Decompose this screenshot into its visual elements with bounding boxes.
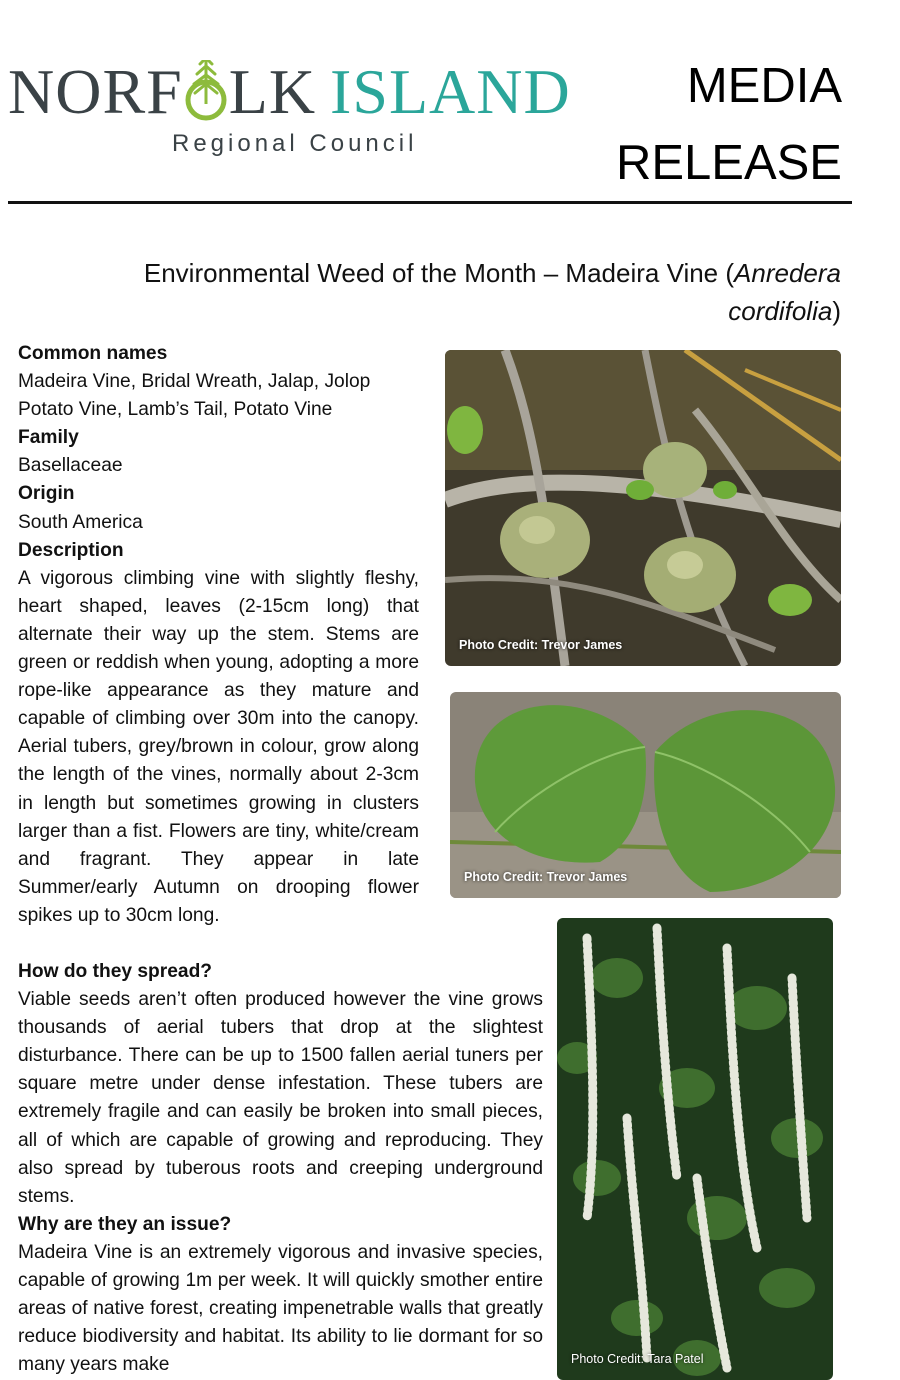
origin-text: South America <box>18 511 143 533</box>
spread-text: Viable seeds aren’t often produced however the vine grows thousands of aerial tubers that drop at the slightest disturbance. There can be up to 1500 fallen aerial tuners per square metre under dense infestation. These tubers are extremely fragile and can easily be broken into small pieces, all of which are capable of growing and reproducing. They also spread by tuberous roots and creeping underground stems. <box>18 989 543 1207</box>
media-title-line1: MEDIA <box>686 59 842 113</box>
media-release-title <box>616 48 842 202</box>
photo-aerial-tubers <box>445 350 841 666</box>
logo-subtitle: Regional Council <box>172 130 418 157</box>
family-text: Basellaceae <box>18 455 123 477</box>
headline-species: Anredera cordifolia <box>728 258 841 326</box>
headline-main: Environmental Weed of the Month – Madeira Vine ( <box>143 258 735 288</box>
photo-credit-1: Photo Credit: Trevor James <box>459 638 623 652</box>
photo-credit-2: Photo Credit: Trevor James <box>464 870 628 884</box>
family-heading: Family <box>18 427 79 449</box>
common-names-heading: Common names <box>18 343 168 364</box>
headline-close: ) <box>832 296 841 326</box>
photo-credit-3: Photo Credit: Tara Patel <box>571 1352 704 1366</box>
photo-flower-spikes <box>557 918 833 1380</box>
article-column-narrow <box>18 340 419 930</box>
issue-heading: Why are they an issue? <box>18 1213 232 1235</box>
norfolk-pine-emblem-icon <box>183 60 229 124</box>
page-headline <box>60 254 841 330</box>
issue-text: Madeira Vine is an extremely vigorous and invasive species, capable of growing 1m per week. It will quickly smother entire areas of native forest, creating impenetrable walls that greatly reduce biodiversity and habitat. Its ability to lie dormant for so many years make <box>18 1241 543 1376</box>
header-divider <box>8 201 852 204</box>
description-heading: Description <box>18 539 124 561</box>
origin-heading: Origin <box>18 483 75 505</box>
common-names-text: Madeira Vine, Bridal Wreath, Jalap, Jolop Potato Vine, Lamb’s Tail, Potato Vine <box>18 371 371 421</box>
photo-heart-shaped-leaves <box>450 692 841 898</box>
spread-heading: How do they spread? <box>18 961 213 982</box>
council-logo <box>8 56 571 127</box>
logo-text-island: ISLAND <box>330 56 571 127</box>
article-column-wide <box>18 958 543 1379</box>
logo-text-norf: NORF <box>8 56 183 127</box>
media-title-line2: RELEASE <box>615 136 842 190</box>
logo-text-lk: LK <box>228 56 317 127</box>
description-text: A vigorous climbing vine with slightly fleshy, heart shaped, leaves (2-15cm long) that alternate their way up the stem. Stems are green or reddish when young, adopting a more rope-like appearance as they mature and capable of climbing over 30m into the canopy. Aerial tubers, grey/brown in colour, grow along the length of the vines, normally about 2-3cm in length but sometimes growing in clusters larger than a fist. Flowers are tiny, white/cream and fragrant. They appear in late Summer/early Autumn on drooping flower spikes up to 30cm long. <box>18 567 419 926</box>
